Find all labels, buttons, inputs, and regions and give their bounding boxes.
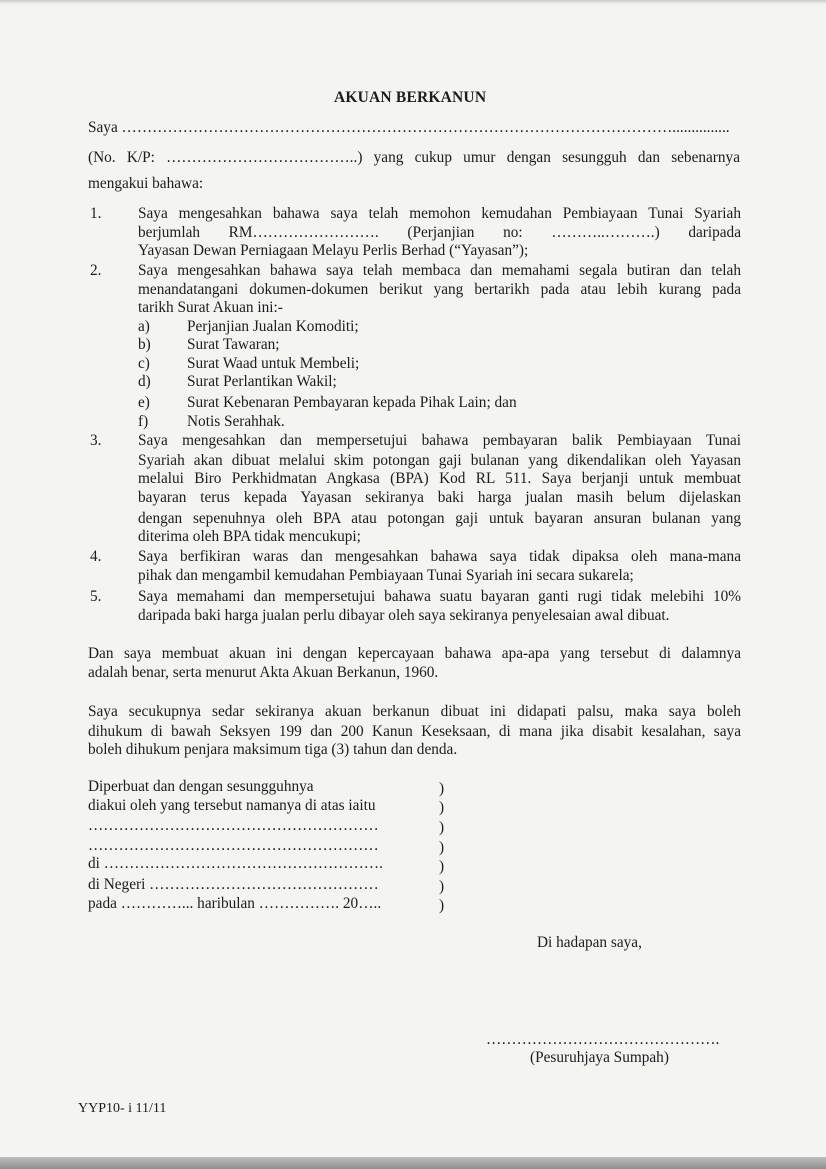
item-3-line-6: diterima oleh BPA tidak mencukupi; xyxy=(138,528,361,545)
item-4-line-2: pihak dan mengambil kemudahan Pembiayaan Tunai Syariah ini secara sukarela; xyxy=(138,567,634,584)
item-3-number: 3. xyxy=(90,432,102,449)
subitem-a-text: Perjanjian Jualan Komoditi; xyxy=(187,318,359,335)
paren-3: ) xyxy=(439,819,445,836)
sign-line-2: diakui oleh yang tersebut namanya di atas iaitu xyxy=(88,797,376,814)
item-5-number: 5. xyxy=(90,588,102,605)
subitem-b-text: Surat Tawaran; xyxy=(187,336,280,353)
item-1-number: 1. xyxy=(90,205,102,222)
paren-5: ) xyxy=(439,858,445,875)
paren-1: ) xyxy=(439,780,445,797)
item-5-line-1: Saya memahami dan mempersetujui bahawa suatu bayaran ganti rugi tidak melebihi 10% xyxy=(138,588,741,605)
commissioner-title: (Pesuruhjaya Sumpah) xyxy=(530,1049,669,1066)
subitem-c-text: Surat Waad untuk Membeli; xyxy=(187,355,360,372)
item-2-line-1: Saya mengesahkan bahawa saya telah membaca dan memahami segala butiran dan telah xyxy=(138,262,741,279)
scan-top-edge xyxy=(0,0,826,4)
sign-line-5: di ………………………………………………. xyxy=(88,855,383,872)
para-1-line-2: adalah benar, serta menurut Akta Akuan Berkanun, 1960. xyxy=(88,664,439,681)
item-4-number: 4. xyxy=(90,548,102,565)
subitem-a-label: a) xyxy=(138,318,150,335)
para-2-line-3: boleh dihukum penjara maksimum tiga (3) tahun dan denda. xyxy=(88,741,458,758)
item-2-number: 2. xyxy=(90,262,102,279)
paren-2: ) xyxy=(439,799,445,816)
item-3-line-1: Saya mengesahkan dan mempersetujui bahawa pembayaran balik Pembiayaan Tunai xyxy=(138,432,741,449)
item-2-line-2: menandatangani dokumen-dokumen berikut yang bertarikh pada atau lebih kurang pada xyxy=(138,281,741,298)
para-1-line-1: Dan saya membuat akuan ini dengan kepercayaan bahawa apa-apa yang tersebut di dalamnya xyxy=(88,645,741,662)
para-2-line-2: dihukum di bawah Seksyen 199 dan 200 Kanun Keseksaan, di mana jika disabit kesalahan, saya xyxy=(88,723,741,740)
subitem-b-label: b) xyxy=(138,336,151,353)
sign-line-7: pada …………... haribulan ……………. 20….. xyxy=(88,895,382,912)
item-3-line-3: melalui Biro Perkhidmatan Angkasa (BPA) Kod RL 511. Saya berjanji untuk membuat xyxy=(138,470,741,487)
item-3-line-2: Syariah akan dibuat melalui skim potongan gaji bulanan yang dikendalikan oleh Yayasan xyxy=(138,452,741,469)
subitem-e-text: Surat Kebenaran Pembayaran kepada Pihak Lain; dan xyxy=(187,394,517,411)
item-4-line-1: Saya berfikiran waras dan mengesahkan bahawa saya tidak dipaksa oleh mana-mana xyxy=(138,548,741,565)
sign-line-4: ………………………………………………… xyxy=(88,837,379,854)
item-5-line-2: daripada baki harga jualan perlu dibayar oleh saya sekiranya penyelesaian awal dibuat. xyxy=(138,607,670,624)
form-code: YYP10- i 11/11 xyxy=(78,1101,167,1116)
item-3-line-4: bayaran terus kepada Yayasan sekiranya baki harga jualan masih belum dijelaskan xyxy=(138,489,741,506)
item-2-line-3: tarikh Surat Akuan ini:- xyxy=(138,299,283,316)
subitem-d-text: Surat Perlantikan Wakil; xyxy=(187,373,337,390)
para-2-line-1: Saya secukupnya sedar sekiranya akuan berkanun dibuat ini didapati palsu, maka saya boleh xyxy=(88,703,741,720)
sign-line-6: di Negeri ……………………………………… xyxy=(88,876,379,893)
di-hadapan-saya: Di hadapan saya, xyxy=(537,934,642,951)
mengakui-text: mengakui bahawa: xyxy=(88,175,204,192)
document-title: AKUAN BERKANUN xyxy=(334,89,487,106)
subitem-d-label: d) xyxy=(138,373,151,390)
item-1-line-2: berjumlah RM……………………. (Perjanjian no: ………..……….) daripada xyxy=(138,224,741,241)
item-3-line-5: dengan sepenuhnya oleh BPA atau potongan gaji untuk bayaran ansuran bulanan yang xyxy=(138,510,741,527)
subitem-f-label: f) xyxy=(138,413,149,430)
paren-6: ) xyxy=(439,878,445,895)
saya-name-line: Saya ………………………………………………………………………………………………............... xyxy=(88,119,730,136)
scan-bottom-edge xyxy=(0,1157,826,1169)
item-1-line-3: Yayasan Dewan Perniagaan Melayu Perlis Berhad (“Yayasan”); xyxy=(138,242,529,259)
paren-4: ) xyxy=(439,839,445,856)
subitem-f-text: Notis Serahhak. xyxy=(187,413,285,430)
subitem-e-label: e) xyxy=(138,394,150,411)
sign-line-3: ………………………………………………… xyxy=(88,817,379,834)
commissioner-signature-line: ………………………………………. xyxy=(486,1031,720,1048)
sign-line-1: Diperbuat dan dengan sesungguhnya xyxy=(88,778,314,795)
paren-7: ) xyxy=(439,897,445,914)
subitem-c-label: c) xyxy=(138,355,150,372)
nokp-line: (No. K/P: ………………………………..) yang cukup umur dengan sesungguh dan sebenarnya xyxy=(88,149,740,166)
item-1-line-1: Saya mengesahkan bahawa saya telah memohon kemudahan Pembiayaan Tunai Syariah xyxy=(138,205,741,222)
